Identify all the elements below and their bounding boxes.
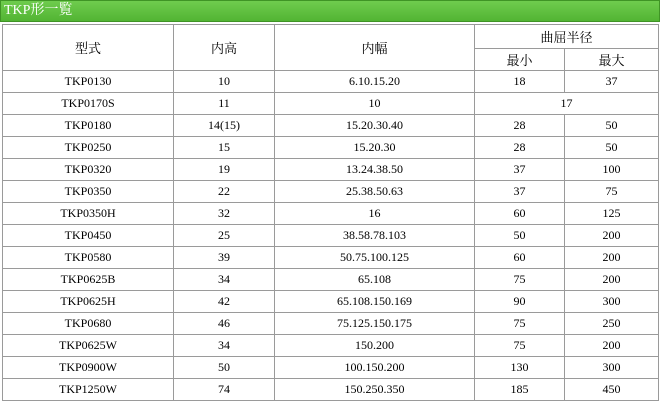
cell-min: 28 <box>475 137 565 159</box>
cell-min: 18 <box>475 71 565 93</box>
table-row <box>3 115 659 137</box>
cell-width: 25.38.50.63 <box>275 181 475 203</box>
cell-model: TKP0450 <box>3 225 174 247</box>
cell-max: 125 <box>565 203 659 225</box>
table-row <box>3 225 659 247</box>
table-row <box>3 93 659 115</box>
cell-height: 14(15) <box>174 115 275 137</box>
cell-model: TKP0180 <box>3 115 174 137</box>
cell-min: 185 <box>475 379 565 401</box>
cell-model: TKP0350 <box>3 181 174 203</box>
cell-max: 300 <box>565 291 659 313</box>
table-row <box>3 203 659 225</box>
table-row <box>3 71 659 93</box>
cell-height: 42 <box>174 291 275 313</box>
header-bend-radius: 曲屈半径 <box>475 25 659 49</box>
cell-max: 450 <box>565 379 659 401</box>
cell-width: 15.20.30 <box>275 137 475 159</box>
cell-width: 50.75.100.125 <box>275 247 475 269</box>
table-row <box>3 159 659 181</box>
table-row <box>3 357 659 379</box>
cell-min: 60 <box>475 203 565 225</box>
cell-width: 75.125.150.175 <box>275 313 475 335</box>
cell-model: TKP0625H <box>3 291 174 313</box>
cell-model: TKP0680 <box>3 313 174 335</box>
cell-height: 25 <box>174 225 275 247</box>
cell-min: 37 <box>475 159 565 181</box>
table-row <box>3 269 659 291</box>
cell-max: 50 <box>565 115 659 137</box>
cell-width: 150.250.350 <box>275 379 475 401</box>
table-row <box>3 247 659 269</box>
cell-height: 19 <box>174 159 275 181</box>
table-row <box>3 335 659 357</box>
cell-model: TKP0580 <box>3 247 174 269</box>
cell-height: 22 <box>174 181 275 203</box>
cell-height: 46 <box>174 313 275 335</box>
cell-width: 10 <box>275 93 475 115</box>
cell-height: 34 <box>174 335 275 357</box>
table-row <box>3 137 659 159</box>
cell-max: 100 <box>565 159 659 181</box>
cell-min: 37 <box>475 181 565 203</box>
cell-height: 32 <box>174 203 275 225</box>
cell-model: TKP0130 <box>3 71 174 93</box>
cell-max: 200 <box>565 269 659 291</box>
cell-model: TKP0900W <box>3 357 174 379</box>
header-inner-height: 内高 <box>174 25 275 71</box>
cell-height: 39 <box>174 247 275 269</box>
cell-height: 15 <box>174 137 275 159</box>
table-row <box>3 291 659 313</box>
cell-max: 300 <box>565 357 659 379</box>
cell-min: 75 <box>475 335 565 357</box>
cell-width: 15.20.30.40 <box>275 115 475 137</box>
cell-width: 65.108 <box>275 269 475 291</box>
cell-max: 250 <box>565 313 659 335</box>
cell-width: 16 <box>275 203 475 225</box>
cell-model: TKP0320 <box>3 159 174 181</box>
cell-max: 37 <box>565 71 659 93</box>
cell-height: 10 <box>174 71 275 93</box>
header-model: 型式 <box>3 25 174 71</box>
cell-min: 90 <box>475 291 565 313</box>
cell-min: 50 <box>475 225 565 247</box>
cell-height: 34 <box>174 269 275 291</box>
cell-height: 50 <box>174 357 275 379</box>
header-min: 最小 <box>475 49 565 71</box>
cell-max: 200 <box>565 225 659 247</box>
table-row <box>3 313 659 335</box>
table-row <box>3 181 659 203</box>
cell-min: 75 <box>475 269 565 291</box>
cell-width: 100.150.200 <box>275 357 475 379</box>
table-row <box>3 379 659 401</box>
cell-model: TKP0350H <box>3 203 174 225</box>
cell-max: 200 <box>565 247 659 269</box>
cell-width: 65.108.150.169 <box>275 291 475 313</box>
cell-height: 11 <box>174 93 275 115</box>
cell-height: 74 <box>174 379 275 401</box>
header-max: 最大 <box>565 49 659 71</box>
cell-model: TKP1250W <box>3 379 174 401</box>
cell-max: 75 <box>565 181 659 203</box>
cell-radius: 17 <box>475 93 659 115</box>
cell-model: TKP0170S <box>3 93 174 115</box>
cell-max: 50 <box>565 137 659 159</box>
cell-min: 28 <box>475 115 565 137</box>
cell-width: 38.58.78.103 <box>275 225 475 247</box>
cell-min: 130 <box>475 357 565 379</box>
cell-width: 6.10.15.20 <box>275 71 475 93</box>
cell-width: 13.24.38.50 <box>275 159 475 181</box>
cell-min: 75 <box>475 313 565 335</box>
cell-model: TKP0625B <box>3 269 174 291</box>
table-title: TKP形一覧 <box>0 0 660 22</box>
cell-width: 150.200 <box>275 335 475 357</box>
cell-min: 60 <box>475 247 565 269</box>
cell-max: 200 <box>565 335 659 357</box>
cell-model: TKP0250 <box>3 137 174 159</box>
spec-table <box>2 24 659 401</box>
header-inner-width: 内幅 <box>275 25 475 71</box>
cell-model: TKP0625W <box>3 335 174 357</box>
